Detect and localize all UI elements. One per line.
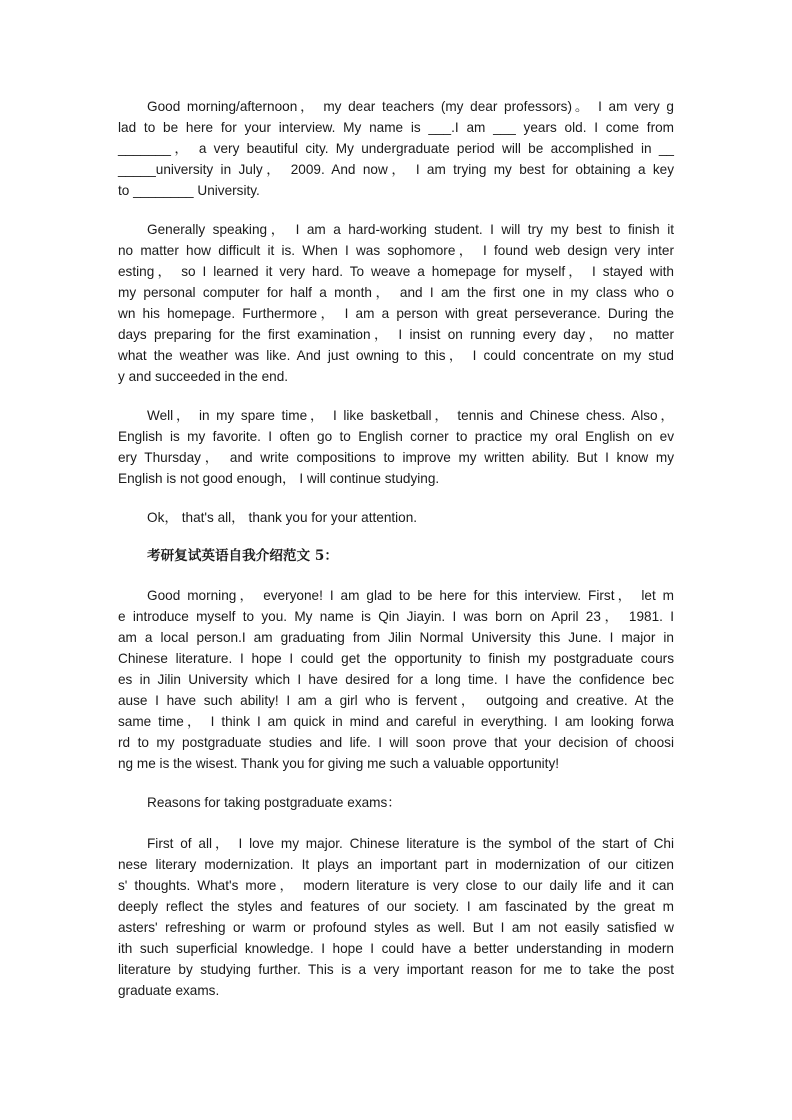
text-line: rd to my postgraduate studies and life. I will soon prove that your decision of choosi: [118, 735, 674, 750]
text-line: Chinese literature. I hope I could get the opportunity to finish my postgraduate cours: [118, 651, 674, 666]
text-line: my personal computer for half a month， and I am the first one in my class who o: [118, 285, 674, 300]
text-line: graduate exams.: [118, 983, 220, 998]
paragraph-spacer: [118, 567, 674, 585]
text-line: English is my favorite. I often go to English corner to practice my oral English on ev: [118, 429, 674, 444]
document-page: [118, 96, 674, 1001]
section-heading: 考研复试英语自我介绍范文 5：: [147, 548, 338, 564]
text-line: ause I have such ability! I am a girl who is fervent， outgoing and creative. At the: [118, 693, 674, 708]
paragraph-personality: [118, 219, 674, 387]
text-line: to ________ University.: [118, 183, 260, 198]
paragraph-spacer: [118, 528, 674, 546]
text-line: Ok， that's all， thank you for your attention.: [147, 510, 418, 525]
text-line: deeply reflect the styles and features of our society. I am fascinated by the great m: [118, 899, 674, 914]
text-line: English is not good enough， I will continue studying.: [118, 471, 440, 486]
text-line: Good morning/afternoon， my dear teachers (my dear professors)。 I am very g: [147, 99, 674, 114]
text-line: Generally speaking， I am a hard-working student. I will try my best to finish it: [147, 222, 674, 237]
paragraph-reasons-title: [118, 792, 674, 813]
text-line: days preparing for the first examination， I insist on running every day， no matter: [118, 327, 674, 342]
paragraph-intro: [118, 96, 674, 201]
text-line: Well， in my spare time， I like basketball， tennis and Chinese chess. Also，: [147, 408, 674, 423]
paragraph-spacer: [118, 774, 674, 792]
paragraph-spacer: [118, 387, 674, 405]
text-line: ng me is the wisest. Thank you for giving me such a valuable opportunity!: [118, 756, 560, 771]
text-line: Reasons for taking postgraduate exams：: [147, 795, 401, 810]
text-line: _____university in July， 2009. And now， I am trying my best for obtaining a key: [118, 162, 674, 177]
text-line: same time， I think I am quick in mind and careful in everything. I am looking forwa: [118, 714, 674, 729]
text-line: s' thoughts. What's more， modern literature is very close to our daily life and it can: [118, 878, 674, 893]
text-line: e introduce myself to you. My name is Qin Jiayin. I was born on April 23， 1981. I: [118, 609, 674, 624]
text-line: esting， so I learned it very hard. To weave a homepage for myself， I stayed with: [118, 264, 674, 279]
text-line: nese literary modernization. It plays an important part in modernization of our citizen: [118, 857, 674, 872]
text-line: wn his homepage. Furthermore， I am a person with great perseverance. During the: [118, 306, 674, 321]
paragraph-reasons: [118, 833, 674, 1001]
paragraph-hobbies: [118, 405, 674, 489]
text-line: First of all， I love my major. Chinese literature is the symbol of the start of Chi: [147, 836, 674, 851]
text-line: asters' refreshing or warm or profound styles as well. But I am not easily satisfied w: [118, 920, 674, 935]
paragraph-sample-intro: [118, 585, 674, 774]
paragraph-spacer: [118, 813, 674, 833]
paragraph-spacer: [118, 489, 674, 507]
text-line: es in Jilin University which I have desired for a long time. I have the confidence bec: [118, 672, 674, 687]
text-line: what the weather was like. And just owning to this， I could concentrate on my stud: [118, 348, 674, 363]
text-line: literature by studying further. This is a very important reason for me to take the post: [118, 962, 674, 977]
text-line: lad to be here for your interview. My name is ___.I am ___ years old. I come from: [118, 120, 674, 135]
text-line: ith such superficial knowledge. I hope I could have a better understanding in modern: [118, 941, 674, 956]
text-line: ery Thursday， and write compositions to improve my written ability. But I know my: [118, 450, 674, 465]
paragraph-spacer: [118, 201, 674, 219]
text-line: _______， a very beautiful city. My undergraduate period will be accomplished in __: [118, 141, 674, 156]
text-line: Good morning， everyone! I am glad to be here for this interview. First， let m: [147, 588, 674, 603]
text-line: y and succeeded in the end.: [118, 369, 289, 384]
paragraph-closing: [118, 507, 674, 528]
text-line: am a local person.I am graduating from Jilin Normal University this June. I major in: [118, 630, 674, 645]
text-line: no matter how difficult it is. When I was sophomore， I found web design very inter: [118, 243, 674, 258]
